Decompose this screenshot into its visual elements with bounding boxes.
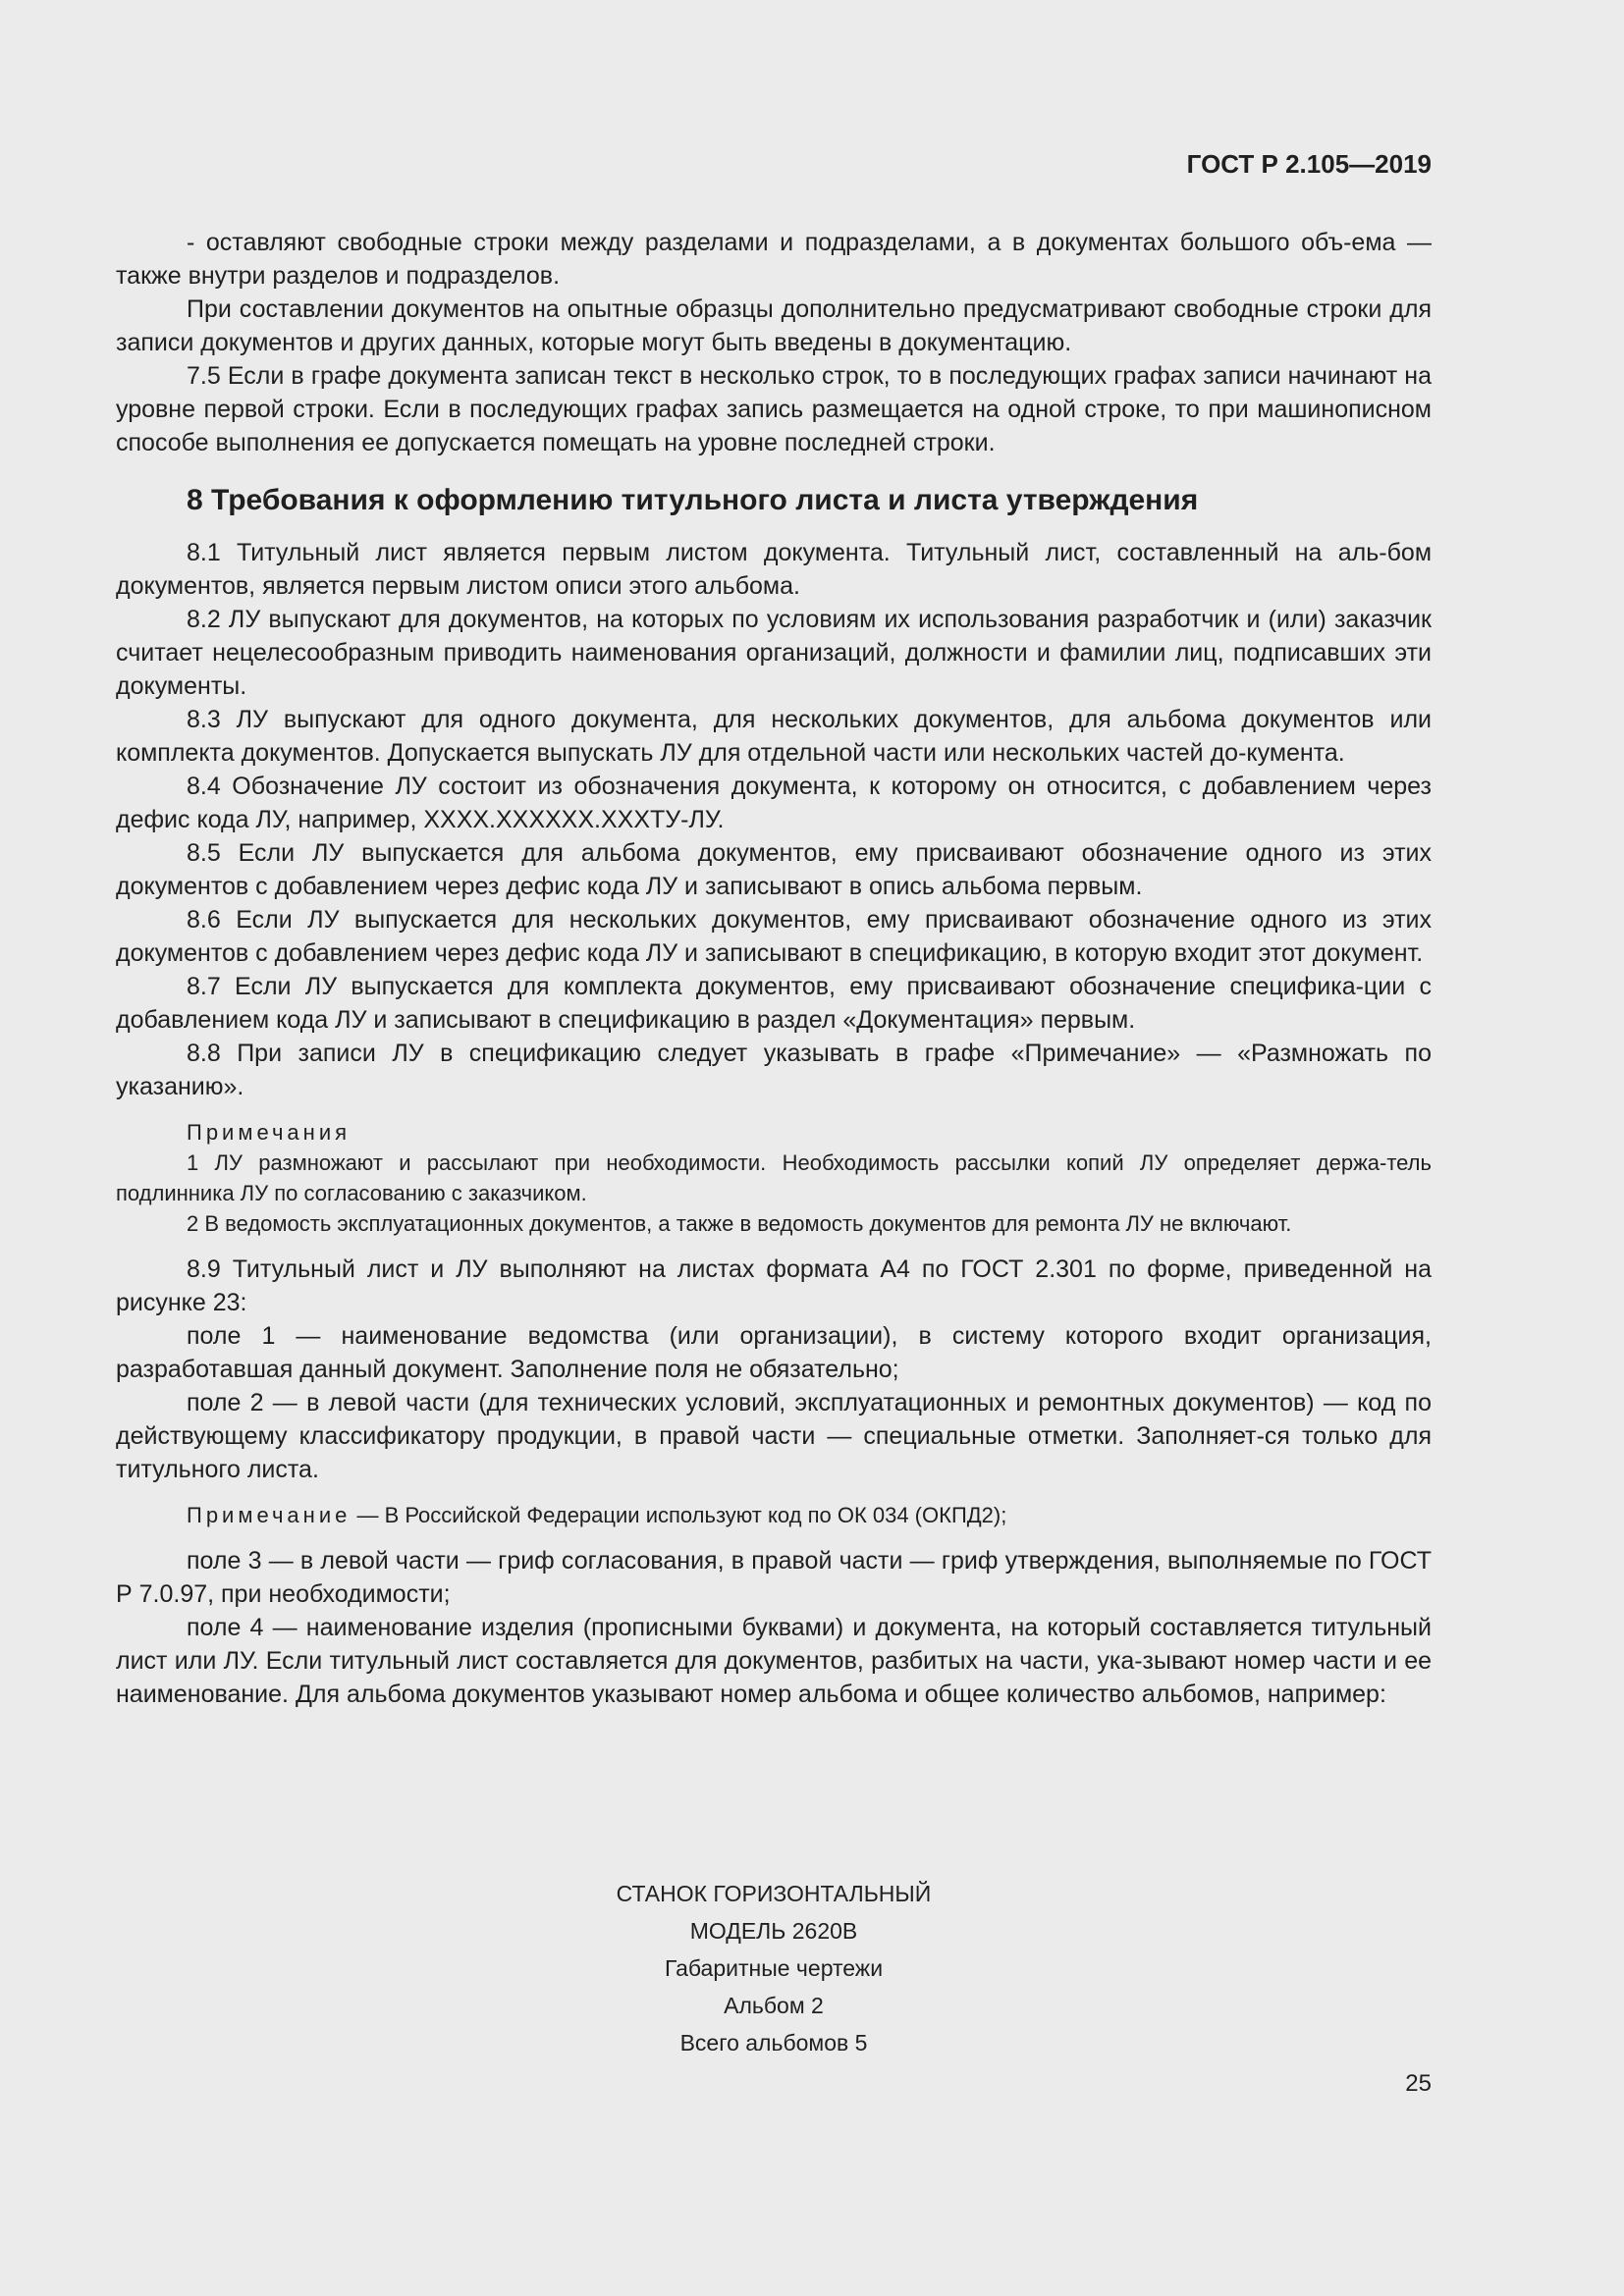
paragraph-8-6: 8.6 Если ЛУ выпускается для нескольких документов, ему присваивают обозначение одного из этих документов с добавлением через дефис кода ЛУ и записывают в спецификацию, в которую входит этот документ. [116,906,1432,967]
paragraph-8-7: 8.7 Если ЛУ выпускается для комплекта документов, ему присваивают обозначение специфика-ции с добавлением кода ЛУ и записывают в спецификацию в раздел «Документация» первым. [116,973,1432,1034]
example-line: СТАНОК ГОРИЗОНТАЛЬНЫЙ [616,1881,932,1906]
paragraph-8-5: 8.5 Если ЛУ выпускается для альбома документов, ему присваивают обозначение одного из этих документов с добавлением через дефис кода ЛУ и записывают в опись альбома первым. [116,839,1432,900]
note-1: 1 ЛУ размножают и рассылают при необходимости. Необходимость рассылки копий ЛУ определяет держа-тель подлинника ЛУ по согласованию с заказчиком. [116,1150,1432,1205]
document-code-header: ГОСТ Р 2.105—2019 [1186,149,1432,179]
paragraph-8-4: 8.4 Обозначение ЛУ состоит из обозначения документа, к которому он относится, с добавлением через дефис кода ЛУ, например, ХХХХ.ХХХХХХ.ХХХТУ-ЛУ. [116,773,1432,833]
paragraph-8-9: 8.9 Титульный лист и ЛУ выполняют на листах формата А4 по ГОСТ 2.301 по форме, приведенной на рисунке 23: [116,1255,1432,1316]
paragraph-8-3: 8.3 ЛУ выпускают для одного документа, для нескольких документов, для альбома документов или комплекта документов. Допускается выпускать ЛУ для отдельной части или нескольких частей до-кумента. [116,706,1432,767]
note-okpd [116,1500,1432,1530]
notes-block [116,1117,1432,1239]
example-line: МОДЕЛЬ 2620В [689,1918,858,1944]
paragraph: - оставляют свободные строки между разделами и подразделами, а в документах большого объ-ема — также внутри разделов и подразделов. [116,229,1432,290]
field-4-description: поле 4 — наименование изделия (прописными буквами) и документа, на который составляется титульный лист или ЛУ. Если титульный лист составляется для документов, разбитых на части, ука-зывают номер части и ее наименование. Для альбома документов указывают номер альбома и общее количество альбомов, например: [116,1614,1432,1708]
example-line: Всего альбомов 5 [679,2030,868,2056]
paragraph-7-5: 7.5 Если в графе документа записан текст в несколько строк, то в последующих графах записи начинают на уровне первой строки. Если в последующих графах запись размещается на одной строке, то при машинописном способе выполнения ее допускается помещать на уровне последней строки. [116,362,1432,456]
section-8-heading: 8 Требования к оформлению титульного листа и листа утверждения [187,484,1199,516]
paragraph-8-1: 8.1 Титульный лист является первым листом документа. Титульный лист, составленный на аль-бом документов, является первым листом описи этого альбома. [116,539,1432,600]
example-line: Альбом 2 [724,1993,824,2018]
paragraph-8-8: 8.8 При записи ЛУ в спецификацию следует указывать в графе «Примечание» — «Размножать по указанию». [116,1040,1432,1100]
page-body [116,226,1432,1711]
note-2: 2 В ведомость эксплуатационных документов, а также в ведомость документов для ремонта ЛУ не включают. [187,1211,1292,1236]
notes-title: Примечания [187,1120,352,1145]
note-text: — В Российской Федерации используют код по ОК 034 (ОКПД2); [351,1503,1007,1527]
field-1-description: поле 1 — наименование ведомства (или организации), в систему которого входит организация, разработавшая данный документ. Заполнение поля не обязательно; [116,1322,1432,1383]
note-label: Примечание [187,1503,352,1527]
paragraph-8-2: 8.2 ЛУ выпускают для документов, на которых по условиям их использования разработчик и (или) заказчик считает нецелесообразным приводить наименования организаций, должности и фамилии лиц, подписавших эти документы. [116,606,1432,700]
paragraph: При составлении документов на опытные образцы дополнительно предусматривают свободные строки для записи документов и других данных, которые могут быть введены в документацию. [116,295,1432,356]
field-2-description: поле 2 — в левой части (для технических условий, эксплуатационных и ремонтных документов) — код по действующему классификатору продукции, в правой части — специальные отметки. Заполняет-ся только для титульного листа. [116,1389,1432,1483]
example-line: Габаритные чертежи [664,1955,884,1981]
title-example [116,1875,1432,2061]
page-number: 25 [1405,2070,1432,2097]
field-3-description: поле 3 — в левой части — гриф согласования, в правой части — гриф утверждения, выполняемые по ГОСТ Р 7.0.97, при необходимости; [116,1547,1432,1608]
